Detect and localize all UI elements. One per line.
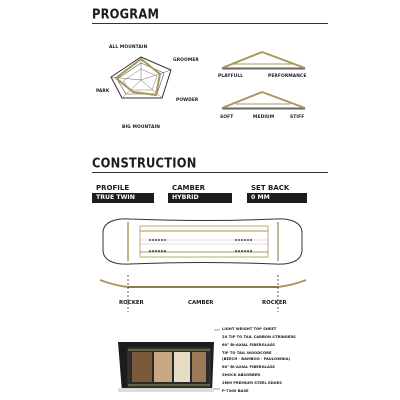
material-item: 60° BI-AXIAL FIBERGLASS xyxy=(222,365,275,369)
construction-heading: CONSTRUCTION xyxy=(92,155,197,172)
scale-label-soft: SOFT xyxy=(220,115,234,120)
radar-label-all-mountain: ALL MOUNTAIN xyxy=(109,45,148,50)
material-item: 2X TIP TO TAIL CARBON STRINGERS xyxy=(222,335,296,339)
setback-value: 0 MM xyxy=(247,193,307,203)
setback-label: SET BACK xyxy=(251,184,290,192)
camber-value: HYBRID xyxy=(168,193,232,203)
radar-label-powder: POWDER xyxy=(176,98,199,103)
camber-label: CAMBER xyxy=(172,184,206,192)
flex-scale xyxy=(222,92,305,109)
profile-label: PROFILE xyxy=(96,184,130,192)
radar-profile-shape xyxy=(116,59,160,95)
zone-label-camber: CAMBER xyxy=(188,300,214,306)
zone-label-rocker-right: ROCKER xyxy=(262,300,287,306)
material-item: 60° BI-AXIAL FIBERGLASS xyxy=(222,343,275,347)
scale-label-medium: MEDIUM xyxy=(253,115,275,120)
radar-axis-big-mountain xyxy=(122,80,141,98)
zone-label-rocker-left: ROCKER xyxy=(119,300,144,306)
riding-style-radar xyxy=(111,57,171,98)
material-item: 2MM PREMIUM STEEL EDGES xyxy=(222,381,282,385)
playfull-performance-scale xyxy=(222,52,305,69)
material-item: SHOCK ABSORBER xyxy=(222,373,261,377)
board-cross-section xyxy=(118,330,220,392)
material-item: (BEECH · BAMBOO · PAULOWNIA) xyxy=(222,357,291,361)
material-item: P-7200 BASE xyxy=(222,389,249,393)
scale-label-performance: PERFORMANCE xyxy=(268,74,307,79)
material-item: LIGHT WEIGHT TOP SHEET xyxy=(222,327,277,331)
scale-label-playfull: PLAYFULL xyxy=(218,74,244,79)
board-profile-diagram xyxy=(103,219,302,264)
scale-label-stiff: STIFF xyxy=(290,115,305,120)
radar-label-park: PARK xyxy=(96,89,110,94)
program-heading: PROGRAM xyxy=(92,6,160,23)
radar-label-groomer: GROOMER xyxy=(173,58,199,63)
material-item: TIP TO TAIL WOODCORE xyxy=(222,351,272,355)
profile-value: TRUE TWIN xyxy=(92,193,154,203)
radar-label-big-mountain: BIG MOUNTAIN xyxy=(122,125,161,130)
construction-divider xyxy=(92,172,328,173)
camber-side-profile xyxy=(100,275,306,312)
